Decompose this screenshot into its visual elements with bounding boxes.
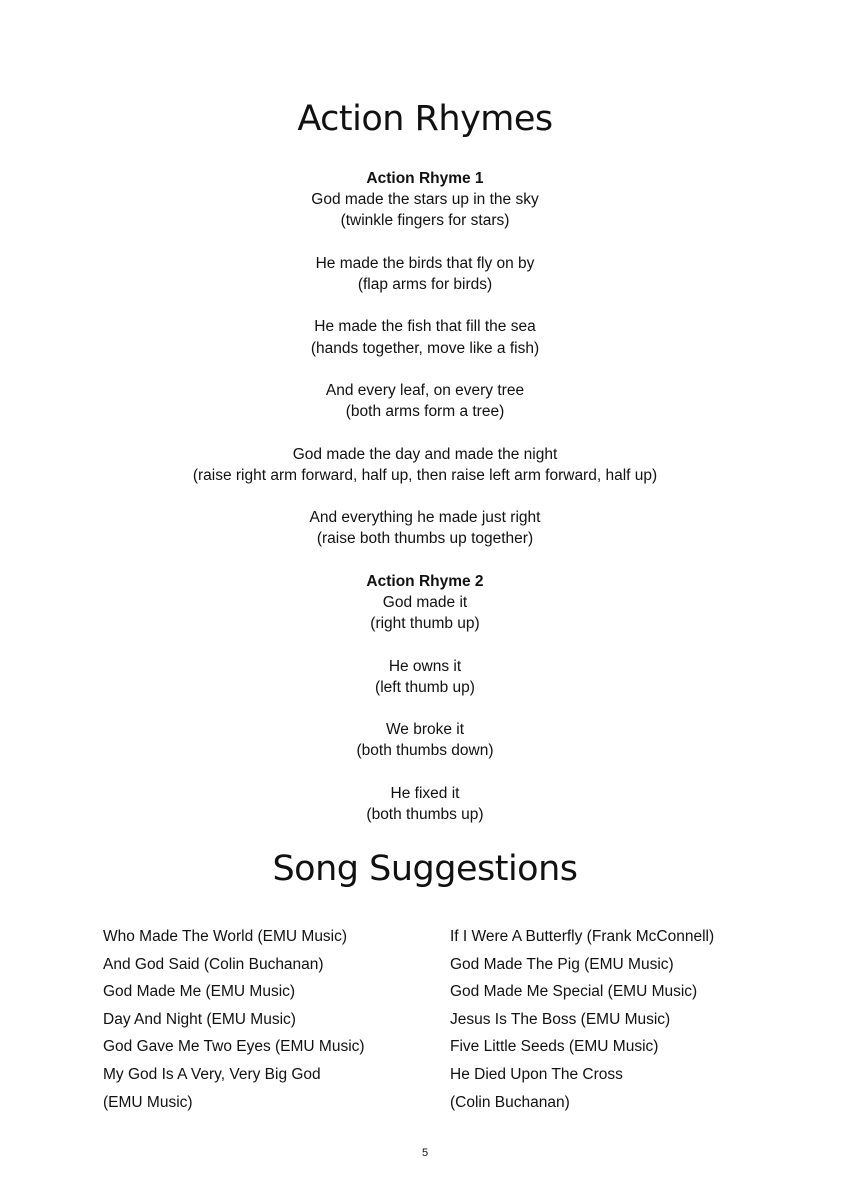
- verse-line: He made the birds that fly on by: [315, 254, 535, 272]
- song-item: Five Little Seeds (EMU Music): [450, 1038, 659, 1056]
- action-instruction: (raise right arm forward, half up, then raise left arm forward, half up): [192, 466, 658, 484]
- verse-line: We broke it: [385, 721, 465, 739]
- song-list-left: [103, 923, 423, 1116]
- verse: [0, 444, 850, 486]
- verse-line: God made it: [382, 593, 468, 611]
- verse: [0, 253, 850, 295]
- action-instruction: (raise both thumbs up together): [316, 530, 534, 548]
- verse-line: And every leaf, on every tree: [325, 381, 525, 399]
- verse: [0, 507, 850, 549]
- verse-line: God made the day and made the night: [292, 445, 558, 463]
- verse-line: And everything he made just right: [309, 509, 541, 527]
- rhyme-heading: Action Rhyme 2: [366, 572, 484, 590]
- rhyme-heading: Action Rhyme 1: [366, 170, 484, 187]
- verse: [0, 783, 850, 825]
- action-rhymes-title: Action Rhymes: [297, 99, 553, 139]
- action-instruction: (both thumbs down): [356, 742, 494, 760]
- verse: [0, 380, 850, 422]
- action-rhymes-section: [0, 168, 850, 825]
- action-rhyme-2: [0, 571, 850, 825]
- verse: [0, 189, 850, 231]
- song-item-continuation: (Colin Buchanan): [450, 1093, 570, 1111]
- verse: [0, 656, 850, 698]
- verse: [0, 592, 850, 634]
- verse-line: He fixed it: [390, 784, 460, 802]
- verse-line: God made the stars up in the sky: [311, 191, 539, 209]
- verse-line: He owns it: [388, 657, 462, 675]
- song-item: If I Were A Butterfly (Frank McConnell): [450, 928, 715, 945]
- song-item: God Made Me (EMU Music): [103, 983, 296, 1001]
- action-instruction: (hands together, move like a fish): [310, 339, 540, 357]
- song-item: God Gave Me Two Eyes (EMU Music): [103, 1038, 365, 1056]
- song-item: Day And Night (EMU Music): [103, 1010, 296, 1028]
- song-item: My God Is A Very, Very Big God: [103, 1065, 321, 1083]
- song-item-continuation: (EMU Music): [103, 1093, 193, 1111]
- song-item: And God Said (Colin Buchanan): [103, 955, 324, 973]
- action-instruction: (twinkle fingers for stars): [340, 212, 510, 230]
- verse: [0, 719, 850, 761]
- song-suggestions-title: Song Suggestions: [272, 849, 578, 889]
- action-instruction: (both arms form a tree): [345, 403, 505, 421]
- verse: [0, 316, 850, 358]
- song-item: Jesus Is The Boss (EMU Music): [450, 1010, 671, 1028]
- action-instruction: (flap arms for birds): [357, 276, 493, 293]
- song-item: He Died Upon The Cross: [450, 1065, 623, 1083]
- action-instruction: (both thumbs up): [366, 805, 484, 823]
- page-number: 5: [421, 1147, 429, 1159]
- verse-line: He made the fish that fill the sea: [314, 318, 536, 336]
- action-rhyme-1: [0, 168, 850, 550]
- action-instruction: (right thumb up): [370, 615, 480, 633]
- song-list-right: [450, 923, 770, 1116]
- song-item: Who Made The World (EMU Music): [103, 928, 348, 945]
- song-item: God Made Me Special (EMU Music): [450, 983, 698, 1001]
- song-item: God Made The Pig (EMU Music): [450, 955, 674, 973]
- action-instruction: (left thumb up): [375, 678, 475, 696]
